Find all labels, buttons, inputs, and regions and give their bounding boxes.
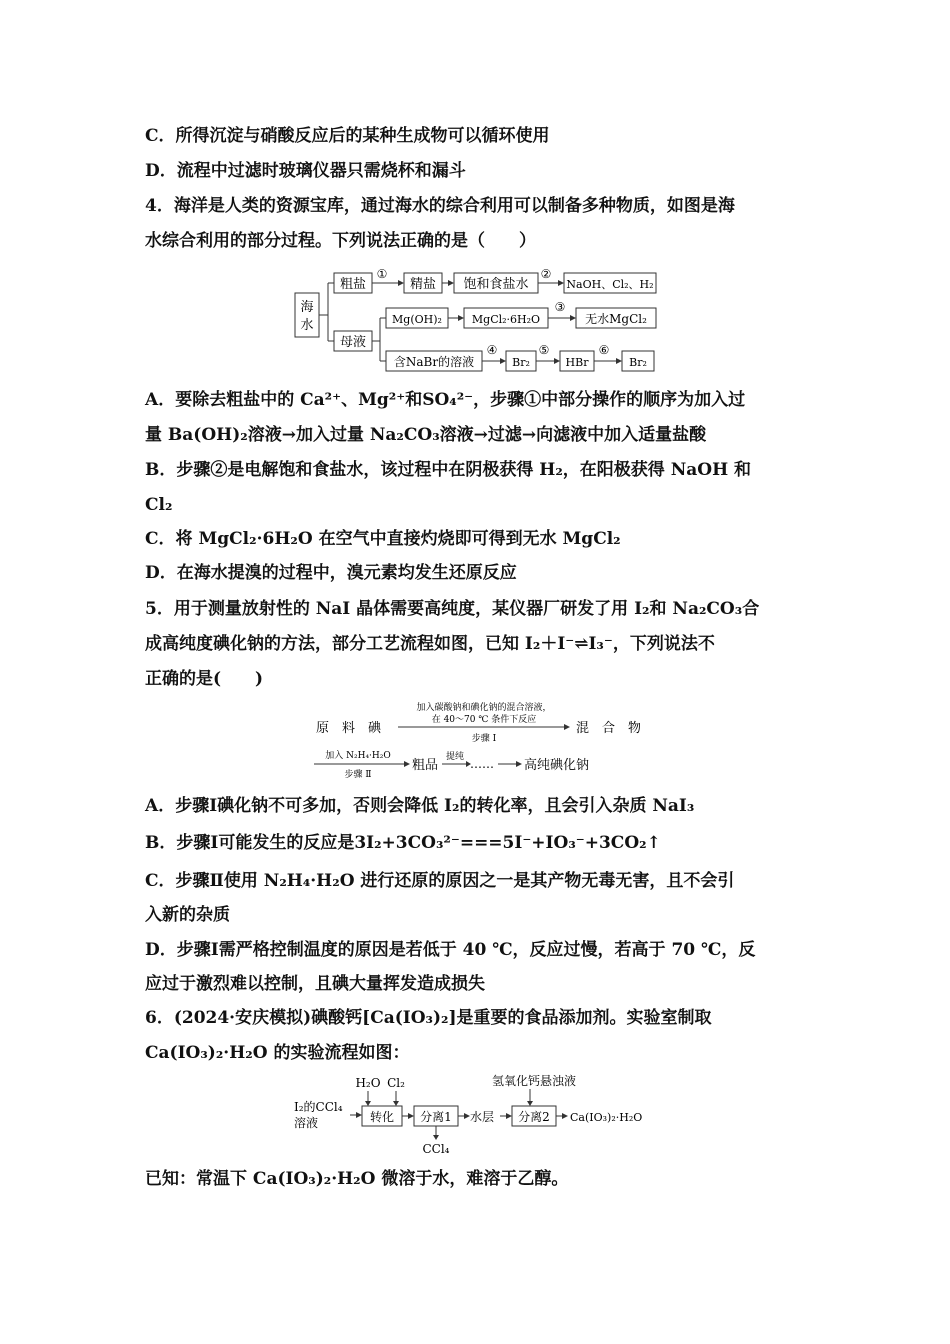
crude-salt-label: 粗盐 [339,277,367,292]
seawater-char-1: 海 [300,300,314,315]
step-1-marker: ① [376,267,388,281]
brine-label: 饱和食盐水 [463,277,529,292]
q5-option-a: A．步骤Ⅰ碘化钠不可多加，否则会降低 I₂的转化率，且会引入杂质 NaI₃ [145,796,695,816]
step-6-marker: ⑥ [598,343,610,357]
aqueous-layer-label: 水层 [470,1110,495,1124]
q3-option-c: C．所得沉淀与硝酸反应后的某种生成物可以循环使用 [145,126,550,146]
step2-reagent-label: 加入 N₂H₄·H₂O [325,751,391,761]
q4-option-c: C．将 MgCl₂·6H₂O 在空气中直接灼烧即可得到无水 MgCl₂ [145,529,621,549]
step1-condition-line1: 加入碳酸钠和碘化钠的混合溶液， [416,703,552,713]
step-1-label: 步骤 Ⅰ [471,734,497,744]
mgcl2-hydrate-label: MgCl₂·6H₂O [471,313,541,326]
q5-option-b: B．步骤Ⅰ可能发生的反应是3I₂+3CO₃²⁻===5I⁻+IO₃⁻+3CO₂↑ [145,833,661,853]
separation-2-label: 分离2 [518,1110,550,1124]
mixture-label: 混 合 物 [576,721,640,736]
nabr-solution-label: 含NaBr的溶液 [393,355,475,369]
chlorine-reagent: Cl₂ [387,1076,405,1090]
q4-stem-line2: 水综合利用的部分过程。下列说法正确的是（ ） [145,231,536,251]
raw-iodine-label: 原 料 碘 [316,721,382,736]
separation-1-label: 分离1 [420,1110,452,1124]
q5-option-d-line2: 应过于激烈难以控制，且碘大量挥发造成损失 [145,974,485,994]
q4-stem-line1: 4．海洋是人类的资源宝库，通过海水的综合利用可以制备多种物质，如图是海 [145,196,735,216]
q4-option-b-line2: Cl₂ [145,495,173,515]
mgoh2-label: Mg(OH)₂ [392,313,442,326]
q5-option-c-line1: C．步骤Ⅱ使用 N₂H₄·H₂O 进行还原的原因之一是其产物无毒无害，且不会引 [145,871,735,891]
start-solution-line2: 溶液 [294,1116,319,1130]
final-product-label: Ca(IO₃)₂·H₂O [570,1111,643,1124]
calcium-hydroxide-suspension: 氢氧化钙悬浊液 [492,1074,577,1088]
ellipsis-label: …… [470,757,494,771]
q4-option-a-line2: 量 Ba(OH)₂溶液→加入过量 Na₂CO₃溶液→过滤→向滤液中加入适量盐酸 [145,425,707,445]
br2-label-a: Br₂ [512,356,530,369]
step-2-label: 步骤 Ⅱ [344,770,372,780]
q4-option-a-line1: A．要除去粗盐中的 Ca²⁺、Mg²⁺和SO₄²⁻，步骤①中部分操作的顺序为加入过 [145,390,746,410]
electrolysis-products-label: NaOH、Cl₂、H₂ [566,278,654,291]
q6-stem-line2: Ca(IO₃)₂·H₂O 的实验流程如图： [145,1043,410,1063]
step-3-marker: ③ [554,300,566,314]
q5-option-d-line1: D．步骤Ⅰ需严格控制温度的原因是若低于 40 ℃，反应过慢，若高于 70 ℃，反 [145,940,756,960]
seawater-char-2: 水 [300,318,314,333]
pure-nai-label: 高纯碘化钠 [524,758,590,773]
q6-flow-diagram [292,1071,662,1165]
q5-stem-line2: 成高纯度碘化钠的方法，部分工艺流程如图，已知 I₂＋I⁻⇌I₃⁻，下列说法不 [145,634,715,654]
step1-condition-line2: 在 40～70 ℃ 条件下反应 [431,715,537,725]
mother-liquor-label: 母液 [339,335,367,350]
step-2-marker: ② [540,267,552,281]
refined-salt-label: 精盐 [409,277,437,292]
start-solution-line1: I₂的CCl₄ [294,1100,343,1114]
step-4-marker: ④ [486,343,498,357]
ccl4-byproduct: CCl₄ [422,1142,450,1156]
step-5-marker: ⑤ [538,343,550,357]
convert-label: 转化 [369,1110,395,1124]
q5-option-c-line2: 入新的杂质 [145,905,230,925]
hbr-label: HBr [565,356,589,369]
crude-product-label: 粗品 [412,758,439,773]
q4-option-d: D．在海水提溴的过程中，溴元素均发生还原反应 [145,563,517,583]
purify-label: 提纯 [445,752,465,762]
q3-option-d: D．流程中过滤时玻璃仪器只需烧杯和漏斗 [145,161,466,181]
anhydrous-mgcl2-label: 无水MgCl₂ [585,312,647,326]
q5-stem-line1: 5．用于测量放射性的 NaI 晶体需要高纯度，某仪器厂研发了用 I₂和 Na₂CO₃合 [145,599,760,619]
q5-stem-line3: 正确的是( ) [145,669,264,689]
water-reagent: H₂O [355,1076,381,1090]
q6-stem-line1: 6．(2024·安庆模拟)碘酸钙[Ca(IO₃)₂]是重要的食品添加剂。实验室制取 [145,1008,712,1028]
q6-note: 已知：常温下 Ca(IO₃)₂·H₂O 微溶于水，难溶于乙醇。 [145,1169,569,1189]
q4-option-b-line1: B．步骤②是电解饱和食盐水，该过程中在阴极获得 H₂，在阳极获得 NaOH 和 [145,460,752,480]
q4-flow-diagram [290,263,670,382]
q5-flow-diagram [310,698,640,784]
br2-label-b: Br₂ [629,356,647,369]
